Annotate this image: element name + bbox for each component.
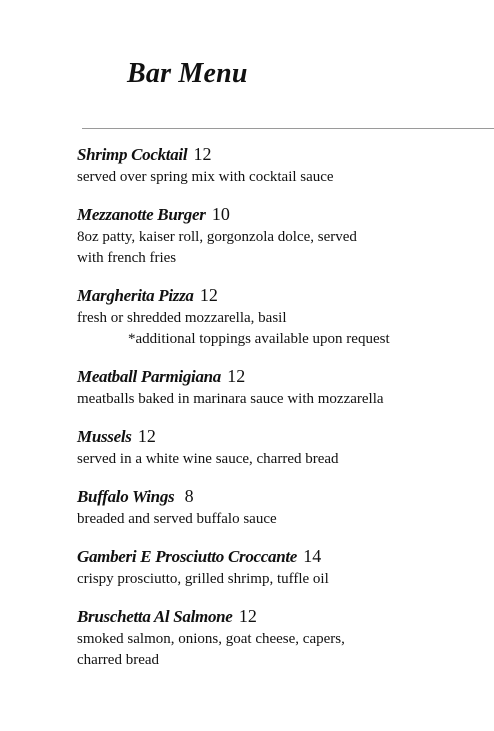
- item-price: 10: [211, 204, 230, 224]
- item-name: Mussels: [77, 427, 132, 446]
- item-description-line: charred bread: [77, 652, 160, 668]
- item-description: meatballs baked in marinara sauce with mozzarella: [77, 391, 384, 407]
- item-name: Mezzanotte Burger: [77, 205, 206, 224]
- item-description-line: 8oz patty, kaiser roll, gorgonzola dolce, served: [77, 229, 357, 245]
- item-price: 12: [199, 285, 218, 305]
- item-note: *additional toppings available upon request: [128, 331, 390, 347]
- title-divider: [82, 128, 494, 129]
- item-name: Bruschetta Al Salmone: [77, 607, 233, 626]
- item-description-line: with french fries: [77, 250, 177, 266]
- menu-item: [77, 365, 477, 410]
- item-description: crispy prosciutto, grilled shrimp, tuffle oil: [77, 571, 329, 587]
- item-name: Gamberi E Prosciutto Croccante: [77, 547, 298, 566]
- item-price: 12: [193, 144, 212, 164]
- item-price: 12: [137, 426, 156, 446]
- menu-item: [77, 284, 477, 350]
- item-price: 12: [227, 366, 246, 386]
- item-description: served in a white wine sauce, charred bread: [77, 451, 339, 467]
- item-price: 14: [303, 546, 322, 566]
- menu-list: [77, 143, 477, 686]
- item-name: Meatball Parmigiana: [77, 367, 222, 386]
- menu-item: [77, 203, 477, 269]
- menu-item: [77, 425, 477, 470]
- item-name: Buffalo Wings: [77, 487, 175, 506]
- menu-item: [77, 485, 477, 530]
- item-description: breaded and served buffalo sauce: [77, 511, 277, 527]
- menu-item: [77, 143, 477, 188]
- menu-item: [77, 545, 477, 590]
- item-price: 8: [184, 486, 194, 506]
- item-price: 12: [238, 606, 257, 626]
- page-title: Bar Menu: [127, 58, 248, 89]
- item-name: Margherita Pizza: [77, 286, 194, 305]
- menu-item: [77, 605, 477, 671]
- item-description: served over spring mix with cocktail sauce: [77, 169, 334, 185]
- item-name: Shrimp Cocktail: [77, 145, 188, 164]
- item-description-line: smoked salmon, onions, goat cheese, capers,: [77, 631, 345, 647]
- item-description: fresh or shredded mozzarella, basil: [77, 310, 287, 326]
